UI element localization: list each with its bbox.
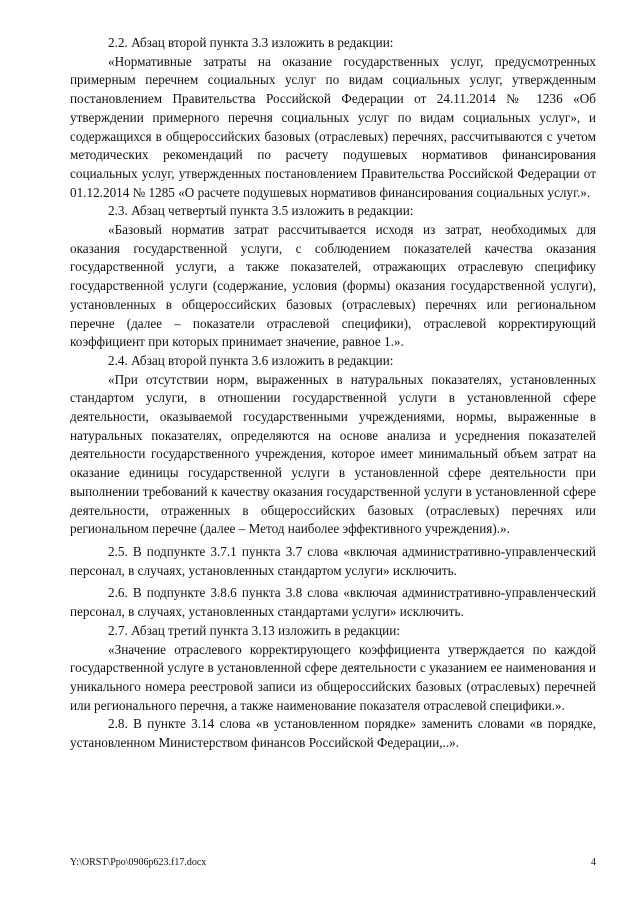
paragraph-2-7-text: «Значение отраслевого корректирующего коэффициента утверждается по каждой государственной услуге в установленной сфере деятельности с указанием ее наименования и уникального номера реестровой записи из общероссийских базовых (отраслевых) перечней или регионального перечня, а также наименование показателя отраслевой специфики.».	[70, 641, 596, 713]
paragraph-2-2-heading: 2.2. Абзац второй пункта 3.3 изложить в редакции:	[108, 35, 394, 50]
paragraph-2-4-text: «При отсутствии норм, выраженных в натуральных показателях, установленных стандартом услуги, в отношении государственной услуги в установленной сфере деятельности, оказываемой государственными учреждениями, нормы, выраженные в натуральных показателях, определяются на основе анализа и усреднения показателей деятельности государственного учреждения, которое имеет минимальный объем затрат на оказание единицы государственной услуги в установленной сфере деятельности при выполнении требований к качеству оказания государственной услуги в установленной сфере деятельности, отраженных в общероссийских базовых (отраслевых) перечнях или региональном перечне (далее – Метод наиболее эффективного учреждения).».	[70, 371, 596, 537]
page-number: 4	[591, 857, 596, 868]
paragraph-2-5: 2.5. В подпункте 3.7.1 пункта 3.7 слова «включая административно-управленческий персонал, в случаях, установленных стандартом услуги» исключить.	[70, 543, 596, 578]
footer-file-path: Y:\ORST\Ppo\0906p623.f17.docx	[70, 857, 207, 868]
paragraph-2-8: 2.8. В пункте 3.14 слова «в установленном порядке» заменить словами «в порядке, установленном Министерством финансов Российской Федерации,..».	[70, 716, 596, 751]
paragraph-2-3-text: «Базовый норматив затрат рассчитывается исходя из затрат, необходимых для оказания государственной услуги, с соблюдением показателей качества оказания государственной услуги, а также показателей, отражающих отраслевую специфику государственной услуги (содержание, условия (формы) оказания государственной услуги), установленных в общероссийских базовых (отраслевых) перечнях или региональном перечне (далее – показатели отраслевой специфики), отраслевой корректирующий коэффициент при которых принимает значение, равное 1.».	[70, 222, 596, 350]
paragraph-2-3-heading: 2.3. Абзац четвертый пункта 3.5 изложить в редакции:	[108, 203, 414, 219]
paragraph-2-7-heading: 2.7. Абзац третий пункта 3.13 изложить в редакции:	[108, 622, 400, 638]
paragraph-2-4-heading: 2.4. Абзац второй пункта 3.6 изложить в редакции:	[108, 352, 394, 368]
document-body	[70, 34, 596, 753]
paragraph-2-2-text: «Нормативные затраты на оказание государственных услуг, предусмотренных примерным перечнем социальных услуг по видам социальных услуг, утвержденным постановлением Правительства Российской Федерации от 24.11.2014 № 1236 «Об утверждении примерного перечня социальных услуг по видам социальных услуг», и содержащихся в общероссийских базовых (отраслевых) перечнях, рассчитываются с учетом методических рекомендаций по расчету подушевых нормативов финансирования социальных услуг, утвержденных постановлением Правительства Российской Федерации от 01.12.2014 № 1285 «О расчете подушевых нормативов финансирования социальных услуг.».	[70, 53, 596, 200]
paragraph-2-6: 2.6. В подпункте 3.8.6 пункта 3.8 слова «включая административно-управленческий персонал, в случаях, установленных стандартами услуги» исключить.	[70, 585, 596, 620]
